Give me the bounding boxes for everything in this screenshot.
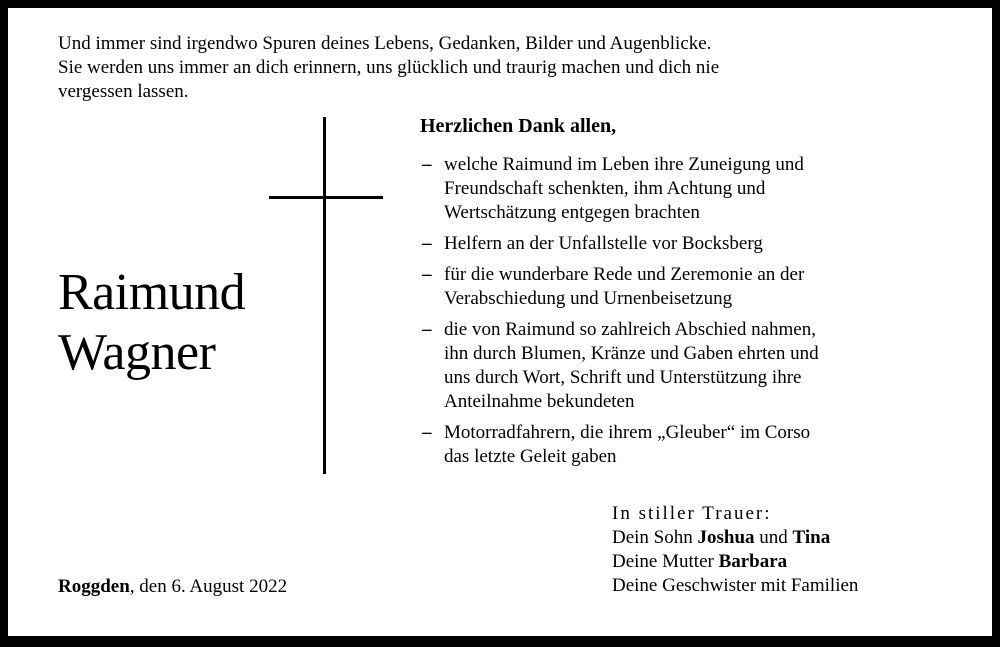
mourner-siblings: Deine Geschwister mit Familien [612, 575, 859, 596]
last-name: Wagner [58, 324, 216, 381]
cross-horizontal-bar [269, 196, 383, 199]
thanks-item [420, 263, 940, 311]
dash-bullet: – [422, 154, 432, 175]
first-name: Raimund [58, 264, 246, 321]
thanks-item [420, 232, 940, 256]
mourners-block [612, 502, 858, 598]
son-prefix: Dein Sohn [612, 527, 698, 548]
cross-vertical-bar [323, 117, 326, 474]
dash-bullet: – [422, 422, 432, 443]
mourner-son [612, 526, 858, 550]
dash-bullet: – [422, 233, 432, 254]
thanks-item-line: das letzte Geleit gaben [444, 446, 617, 467]
place-name: Roggden [58, 576, 130, 597]
thanks-item-line: Anteilnahme bekundeten [444, 391, 635, 412]
thanks-item-line: welche Raimund im Leben ihre Zuneigung und [444, 154, 804, 175]
son-name: Joshua [697, 527, 755, 548]
thanks-heading: Herzlichen Dank allen, [420, 115, 617, 137]
thanks-list [420, 153, 940, 476]
date-text: , den 6. August 2022 [129, 576, 288, 597]
place-date [58, 575, 287, 599]
son-and: und [754, 527, 793, 548]
thanks-item-line: Wertschätzung entgegen brachten [444, 202, 700, 223]
intro-line: Und immer sind irgendwo Spuren deines Lebens, Gedanken, Bilder und Augenblicke. [58, 33, 712, 54]
mourners-heading: In stiller Trauer: [612, 503, 772, 524]
thanks-item-line: Verabschiedung und Urnenbeisetzung [444, 288, 733, 309]
thanks-item-line: Motorradfahrern, die ihrem „Gleuber“ im Corso [444, 422, 811, 443]
son-partner-name: Tina [792, 527, 831, 548]
mother-prefix: Deine Mutter [612, 551, 719, 572]
thanks-item-line: die von Raimund so zahlreich Abschied nahmen, [444, 319, 816, 340]
thanks-item-line: Freundschaft schenkten, ihm Achtung und [444, 178, 766, 199]
intro-line: Sie werden uns immer an dich erinnern, uns glücklich und traurig machen und dich nie [58, 57, 720, 78]
deceased-name [58, 263, 245, 383]
thanks-item-line: uns durch Wort, Schrift und Unterstützung ihre [444, 367, 802, 388]
thanks-item-line: ihn durch Blumen, Kränze und Gaben ehrten und [444, 343, 819, 364]
dash-bullet: – [422, 319, 432, 340]
thanks-item [420, 153, 940, 225]
thanks-item-line: Helfern an der Unfallstelle vor Bocksberg [444, 233, 763, 254]
intro-text [58, 32, 938, 104]
dash-bullet: – [422, 264, 432, 285]
thanks-item [420, 421, 940, 469]
mother-name: Barbara [718, 551, 788, 572]
thanks-item [420, 318, 940, 414]
intro-line: vergessen lassen. [58, 81, 189, 102]
mourner-mother [612, 550, 858, 574]
thanks-item-line: für die wunderbare Rede und Zeremonie an der [444, 264, 805, 285]
